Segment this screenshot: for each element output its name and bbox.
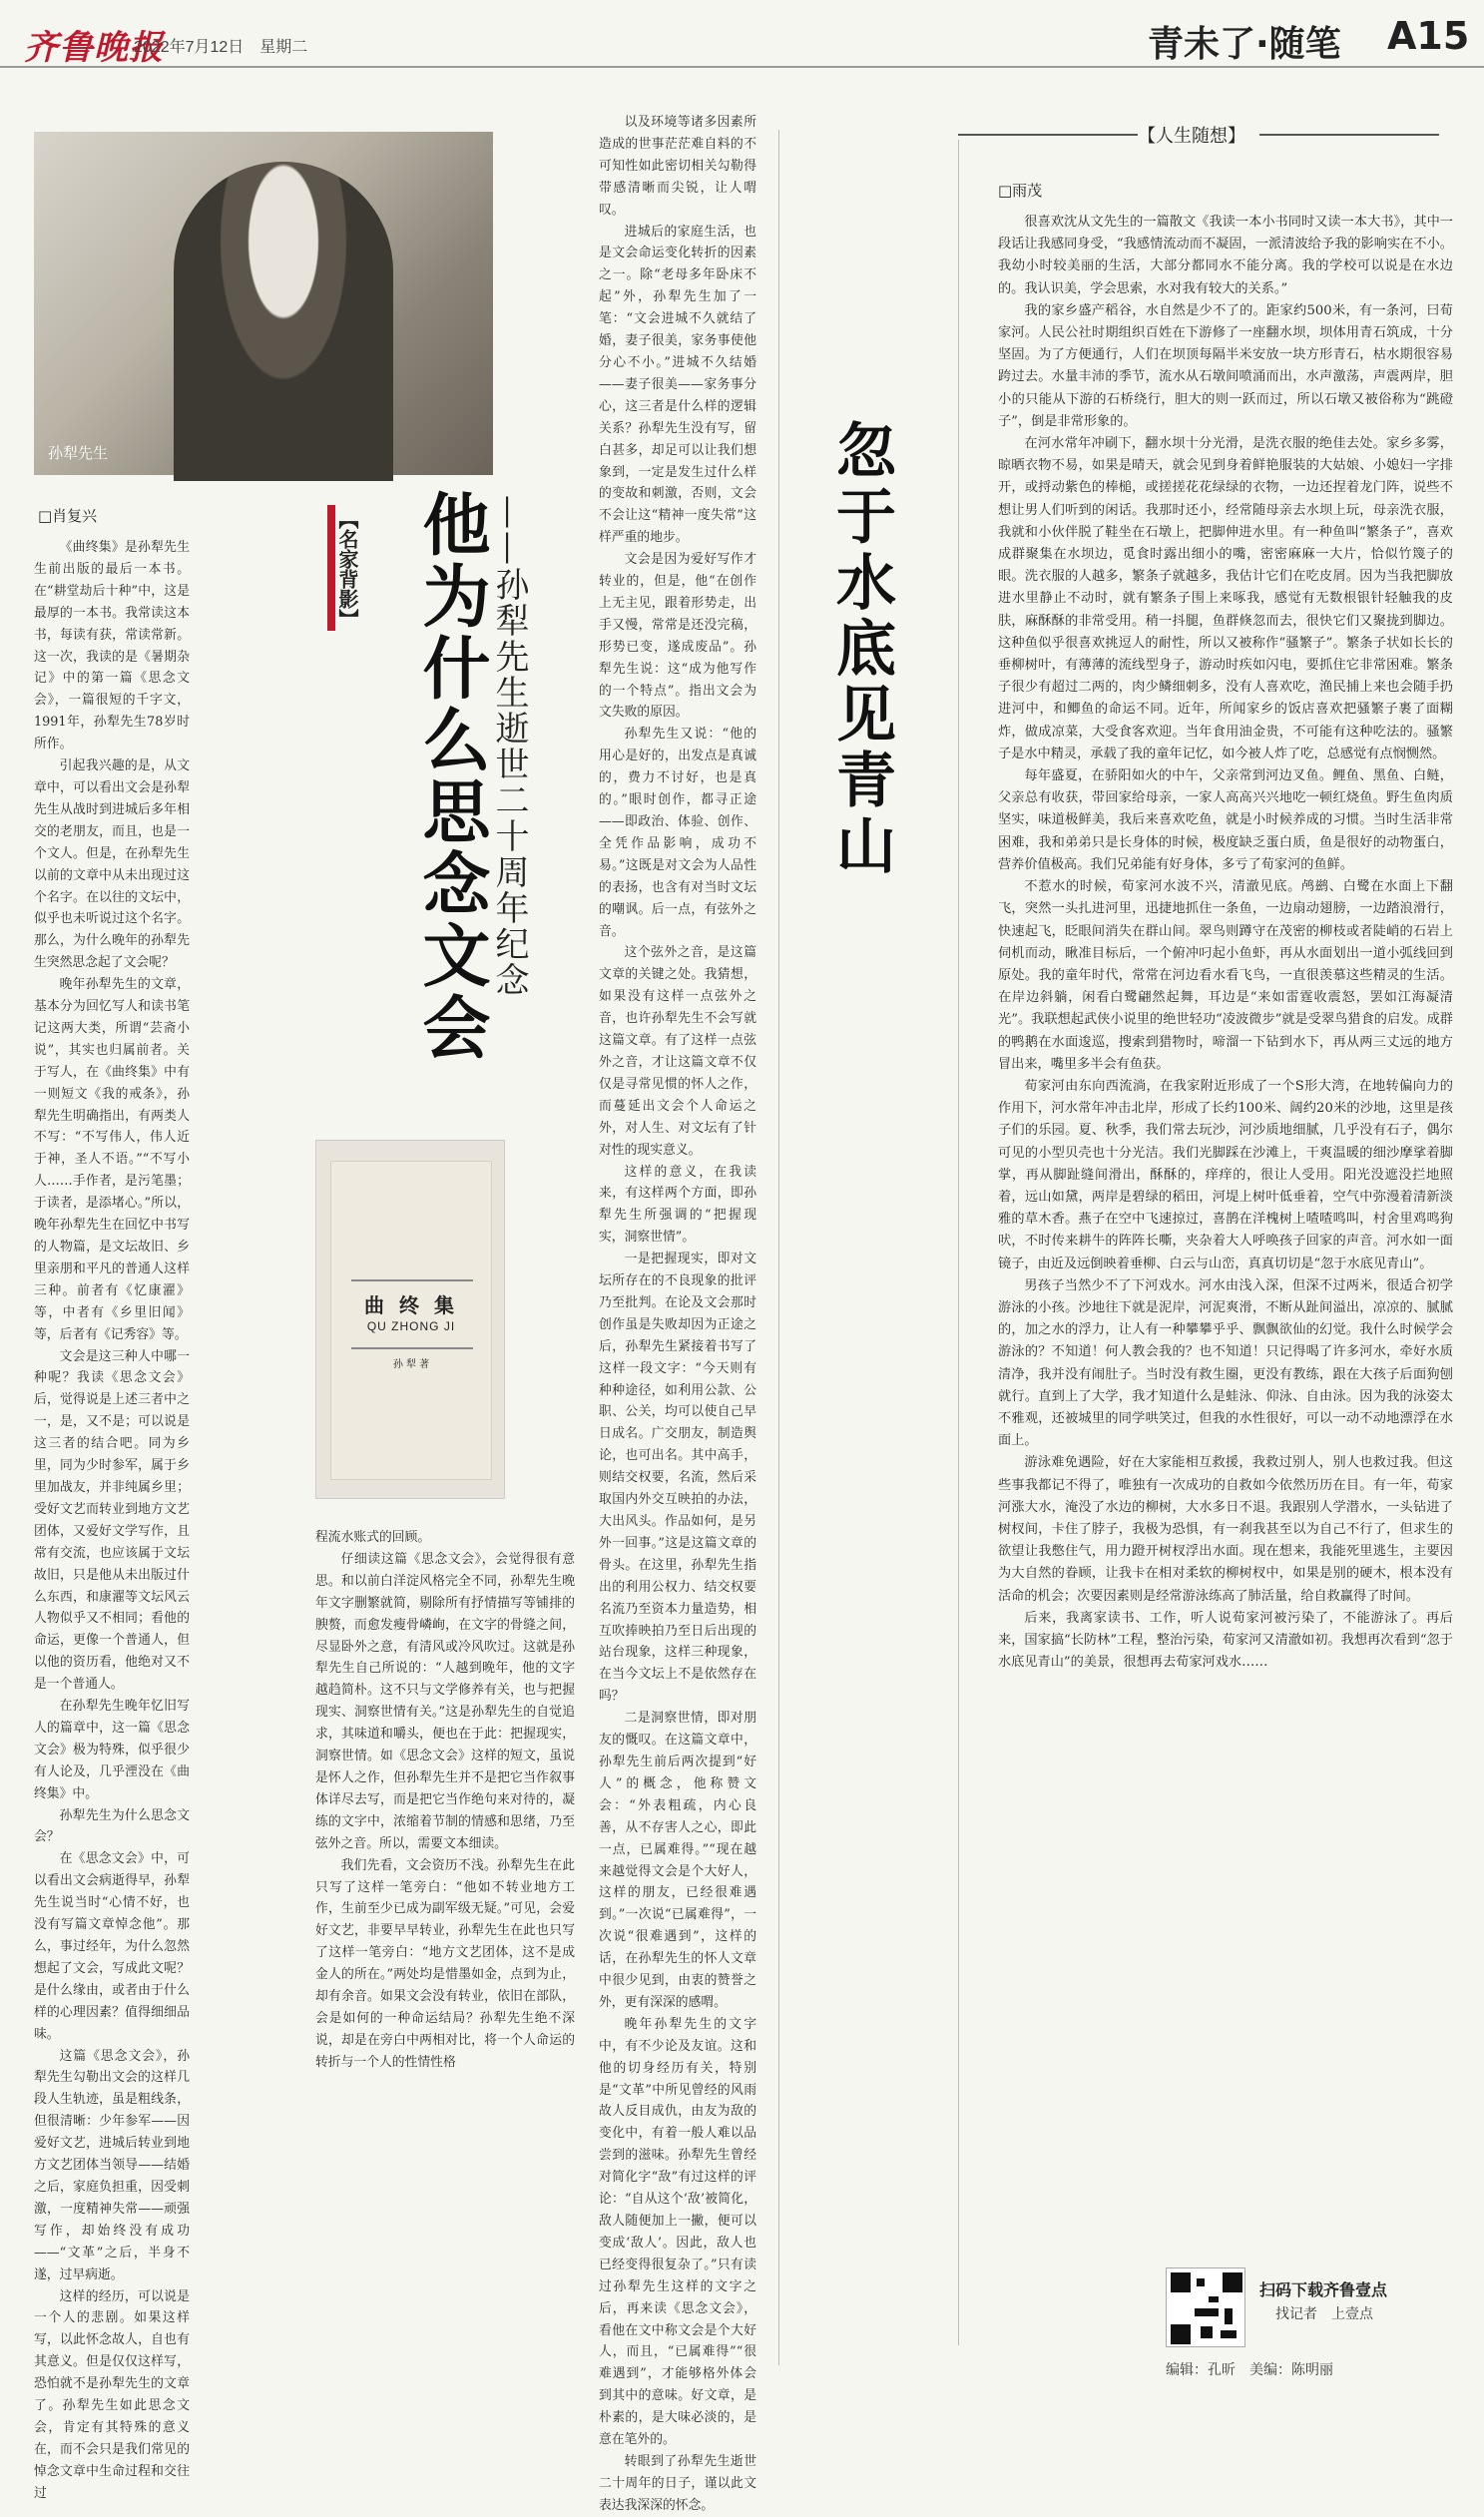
paragraph: 二是洞察世情，即对朋友的慨叹。在这篇文章中，孙犁先生前后两次提到“好人”的概念，他称赞文会：“外表粗疏，内心良善，从不存害人之心，即此一点，已属难得。”“现在越来越觉得文会是个大好人，这样的朋友，已经很难遇到。”一次说“已属难得”，一次说“很难遇到”，这样的话，在孙犁先生的怀人文章中很少见到，由衷的赞誉之外，更有深深的感喟。	[599, 1711, 756, 2010]
paragraph: 男孩子当然少不了下河戏水。河水由浅入深，但深不过两米，很适合初学游泳的小孩。沙地往下就是泥岸，河泥爽滑，不断从趾间溢出，凉凉的、腻腻的，加之水的浮力，让人有一种攀攀乎乎、飘飘欲仙的幻觉。我什么时候学会游泳的？不知道！何人教会我的？也不知道！只记得喝了许多河水，牵好水质清净，我并没有闹肚子。当时没有救生圈，更没有教练，跟在大孩子后面狗刨就行。直到上了大学，我才知道什么是蛙泳、仰泳、自由泳。因为我的泳姿太不雅观，还被城里的同学哄笑过，但我的水性很好，可以一动不动地漂浮在水面上。	[998, 1277, 1453, 1449]
paragraph: 在《思念文会》中，可以看出文会病逝得早，孙犁先生说当时“心情不好，也没有写篇文章悼念他”。那么，事过经年，为什么忽然想起了文会，写成此文呢？是什么缘由，或者由于什么样的心理因素？值得细细品味。	[34, 1851, 190, 2042]
paragraph: 孙犁先生为什么思念文会？	[34, 1807, 190, 1845]
issue-date: 2022年7月12日 星期二	[134, 39, 308, 56]
right-article-body	[998, 212, 1453, 2267]
paragraph: 我的家乡盛产稻谷，水自然是少不了的。距家约500米，有一条河，曰荀家河。人民公社时期组织百姓在下游修了一座翻水坝，坝体用青石筑成，十分坚固。为了方便通行，人们在坝顶每隔半米安放一块方形青石，枯水期很容易跨过去。水量丰沛的季节，流水从石墩间喷涌而出，水声激荡，声震两岸，胆小的只能从下游的石桥绕行，胆大的则一跃而过，所以石墩又被俗称为“跳磴子”，倒是非常形象的。	[998, 302, 1453, 429]
article-title: 他为什么思念文会	[411, 489, 491, 1064]
title-divider	[958, 140, 959, 2345]
book-title: 曲 终 集	[364, 1293, 458, 1317]
paragraph: 我们先看，文会资历不浅。孙犁先生在此只写了这样一笔旁白：“他如不转业地方工作，生前至少已成为副军级无疑。”可见，会爱好文艺，非要早早转业，孙犁先生在此也只写了这样一笔旁白：“地方文艺团体，这不是成金人的所在。”两处均是惜墨如金，点到为止，却有余音。如果文会没有转业，依旧在部队，会是如何的一种命运结局？孙犁先生绝不深说，却是在旁白中两相对比，将一个人命运的转折与一个人的性情性格	[315, 1857, 575, 2070]
section-title: 青未了·随笔	[1148, 24, 1341, 65]
paragraph: 孙犁先生又说：“他的用心是好的，出发点是真诚的，费力不讨好，也是真的。”眼时创作，都寻正途——即政治、体验、创作、全凭作品影响，成功不易。”这既是对文会为人品性的表扬，也含有对当时文坛的嘲讽。后一点，有弦外之音。	[599, 727, 756, 939]
paragraph: 在河水常年冲刷下，翻水坝十分光滑，是洗衣服的绝佳去处。家乡多雾，晾晒衣物不易，如果是晴天，就会见到身着鲜艳服装的大姑娘、小媳妇一字排开，或捋动紫色的棒槌，或搓搓花花绿绿的衣物，一边还捏着龙门阵，说些不想让男人们听到的闲话。我那时还小，经常随母亲去水坝上玩，母亲洗衣服，我就和小伙伴脱了鞋坐在石墩上，把脚伸进水里。有一种鱼叫“繁条子”，喜欢成群聚集在水坝边，觅食时露出细小的嘴，密密麻麻一大片，恰似竹篾子的眼。洗衣服的人越多，繁条子就越多，我估计它们在吃皮屑。因为当我把脚放进水里静止不动时，就有繁条子围上来啄我，感觉有无数根银针轻触我的皮肤，麻酥酥的非常受用。稍一抖腿，鱼群倏忽而去，很快它们又聚拢到脚边。这种鱼似乎很喜欢挑逗人的耐性，所以又被称作“骚繁子”。繁条子状如长长的垂柳树叶，有薄薄的流线型身子，游动时疾如闪电，要抓住它非常困难。繁条子很少有超过二两的，肉少鳞细刺多，没有人喜欢吃，渔民捕上来也会随手扔进河中，和鲫鱼的命运不同。近年，所闻家乡的饭店喜欢把骚繁子裹了面糊炸，做成凉菜，大受食客欢迎。当年食用油金贵，不可能有这种吃法的。骚繁子是水中精灵，承载了我的童年记忆，如今被人炸了吃，总感觉有点悯恻然。	[998, 436, 1453, 761]
paragraph: 游泳难免遇险，好在大家能相互救援，我救过别人，别人也救过我。但这些事我都记不得了，唯独有一次成功的自救如今依然历历在目。有一年，荀家河涨大水，淹没了水边的柳树，大水多日不退。我跟别人学潜水，一头钻进了树杈间，卡住了脖子，我极为恐惧，有一刹我甚至以为自己不行了，但求生的欲望让我憋住气，用力蹬开树杈浮出水面。现在想来，我能死里逃生，主要因为大自然的眷顾，让我卡在相对柔软的柳树杈中，如果是别的硬木，根本没有活命的机会；次要因素则是经常游泳练高了肺活量，给自救赢得了时间。	[998, 1455, 1453, 1604]
right-column-tag: 【人生随想】	[1138, 126, 1245, 147]
paragraph: 晚年孙犁先生的文字中，有不少论及友谊。这和他的切身经历有关，特别是“文革”中所见曾经的风雨故人反目成仇，由友为敌的变化中，有着一般人难以品尝到的滋味。孙犁先生曾经对简化字“敌”有过这样的评论：“自从这个‘敌’被简化，敌人随便加上一撇，便可以变成‘敌人’。因此，敌人也已经变得很复杂了。”只有读过孙犁先生这样的文字之后，再来读《思念文会》，看他在文中称文会是个大好人，而且，“已属难得”“很难遇到”，才能够格外体会到其中的意味。好文章，是朴素的，是大味必淡的，是意在笔外的。	[599, 2016, 756, 2448]
paragraph: 以及环境等诸多因素所造成的世事茫茫难自料的不可知性如此密切相关勾勒得带感清晰而尖锐，让人喟叹。	[599, 115, 756, 218]
left-article-col3	[599, 112, 756, 2513]
paragraph: 在孙犁先生晚年忆旧写人的篇章中，这一篇《思念文会》极为特殊，似乎很少有人论及，几乎湮没在《曲终集》中。	[34, 1699, 190, 1801]
page-header	[0, 0, 1484, 68]
paragraph: 这篇《思念文会》，孙犁先生勾勒出文会的这样几段人生轨迹，虽是粗线条，但很清晰：少年参军——因爱好文艺，进城后转业到地方文艺团体当领导——结婚之后，家庭负担重，因受刺激，一度精神失常——顽强写作，却始终没有成功——“文革”之后，半身不遂，过早病逝。	[34, 2048, 190, 2282]
paragraph: 晚年孙犁先生的文章，基本分为回忆写人和读书笔记这两大类，所谓“芸斋小说”，其实也归属前者。关于写人，在《曲终集》中有一则短文《我的戒条》，孙犁先生明确指出，有两类人不写：“不写伟人，伟人近于神，圣人不语。”“不写小人……手作者，是污笔墨；于读者，是添堵心。”所以，晚年孙犁先生在回忆中书写的人物篇，是文坛故旧、乡里亲朋和平凡的普通人这样三种。前者有《忆康濯》等，中者有《乡里旧闻》等，后者有《记秀容》等。	[34, 977, 190, 1342]
qr-subcaption: 找记者 上壹点	[1275, 2305, 1373, 2321]
paragraph: 文会是这三种人中哪一种呢？我读《思念文会》后，觉得说是上述三者中之一，是，又不是；可以说是这三者的结合吧。同为乡里，同为少时参军，属于乡里加战友，并非纯属乡里；受好文艺而转业到地方文艺团体，又爱好文学写作，且常有交流，也应该属于文坛故旧，只是他从未出版过什么东西，和康濯等文坛风云人物似乎又不相同；看他的命运，更像一个普通人，但以他的资历看，他绝对又不是一个普通人。	[34, 1348, 190, 1693]
article-subtitle: ——孙犁先生逝世二十周年纪念	[489, 495, 529, 998]
left-article-col1	[34, 537, 190, 2501]
qr-code[interactable]	[1166, 2267, 1245, 2347]
paragraph: 这个弦外之音，是这篇文章的关键之处。我猜想，如果没有这样一点弦外之音，也许孙犁先生不会写就这篇文章。有了这样一点弦外之音，才让这篇文章不仅仅是寻常见惯的怀人之作，而蔓延出文会个人命运之外，对人生、对文坛有了针对性的现实意义。	[599, 945, 756, 1158]
paragraph: 转眼到了孙犁先生逝世二十周年的日子，谨以此文表达我深深的怀念。	[599, 2453, 756, 2513]
paragraph: 很喜欢沈从文先生的一篇散文《我读一本小书同时又读一本大书》，其中一段话让我感同身受，“我感情流动而不凝固，一派清波给予我的影响实在不小。我幼小时较美丽的生活，大部分都同水不能分离。我的学校可以说是在水边的。我认识美，学会思索，水对我有较大的关系。”	[998, 215, 1453, 296]
paragraph: 仔细读这篇《思念文会》，会觉得很有意思。和以前白洋淀风格完全不同，孙犁先生晚年文字删繁就简，剔除所有抒情描写等铺排的腴赘，而愈发瘦骨嶙峋，在文字的骨缝之间，尽显卧外之意，有清风或冷风吹过。这就是孙犁先生自己所说的：“人越到晚年，他的文字越趋简朴。这不只与文学修养有关，也与把握现实、洞察世情有关。”这是孙犁先生的自觉追求，其味道和嚼头，便也在于此：把握现实，洞察世情。如《思念文会》这样的短文，虽说是怀人之作，但孙犁先生并不是把它当作叙事体详尽去写，而是把它当作绝句来对待的，凝练的文字中，浓缩着节制的情感和思绪，乃至弦外之音。所以，需要文本细读。	[315, 1551, 575, 1851]
newspaper-logo: 齐鲁晚报	[24, 28, 164, 68]
paragraph: 荀家河由东向西流淌，在我家附近形成了一个S形大湾，在地转偏向力的作用下，河水常年冲击北岸，形成了长约100米、阔约20米的沙地，这里是孩子们的乐园。夏、秋季，我们常去玩沙，河沙质地细腻，几乎没有石子，偶尔可见的小型贝壳也十分光洁。我们光脚踩在沙滩上，干爽温暖的细沙摩挲着脚掌，再从脚趾缝间滑出，酥酥的，痒痒的，很让人受用。阳光没遮没拦地照着，远山如黛，两岸是碧绿的稻田，河堤上树叶低垂着，空气中弥漫着清新淡雅的草木香。燕子在空中飞速掠过，喜鹊在洋槐树上喳喳鸣叫，村舍里鸡鸣狗吠，不时传来耕牛的阵阵长嘶，夹杂着大人呼唤孩子回家的声音。河水如一面镜子，由近及远倒映着垂柳、白云与山峦，真真切切是“忽于水底见青山”。	[998, 1078, 1453, 1271]
paragraph: 程流水账式的回顾。	[315, 1530, 431, 1545]
paragraph: 不惹水的时候，荀家河水波不兴，清澈见底。鸬鹚、白鹭在水面上下翻飞，突然一头扎进河里，迅捷地抓住一条鱼，一边扇动翅膀，一边踏浪滑行，快速起飞，眨眼间消失在群山间。翠鸟则蹲守在茂密的柳枝或者陡峭的石岩上伺机而动，瞅准目标后，一个俯冲叼起小鱼虾，再从水面划出一道小弧线回到原处。我的童年时代，常常在河边看水看飞鸟，一直很羡慕这些精灵的生活。在岸边斜躺，闲看白鹭翩然起舞，耳边是“来如雷霆收震怒，罢如江海凝清光”。我联想起武侠小说里的绝世轻功“凌波微步”就是受翠鸟猎食的启发。成群的鸭鹅在水面逡巡，搜索到猎物时，啼溜一下钻到水下，再从两三丈远的地方冒出来，嘴里多半会有鱼获。	[998, 879, 1453, 1072]
left-byline: □肖复兴	[38, 507, 98, 525]
paragraph: 文会是因为爱好写作才转业的，但是，他“在创作上无主见，跟着形势走，出手又慢，常常是还没完稿，形势已变，遂成废品”。孙犁先生说：这“成为他写作的一个特点”。指出文会为文失败的原因。	[599, 552, 756, 721]
paragraph: 进城后的家庭生活，也是文会命运变化转折的因素之一。除“老母多年卧床不起”外，孙犁先生加了一笔：“文会进城不久就结了婚，妻子很美，家务事使他分心不小。”进城不久结婚——妻子很美——家务事分心，这三者是什么样的逻辑关系？孙犁先生没有写，留白甚多，却足可以让我们想象到，一定是发生过什么样的变故和刺激，否则，文会不会让这“精神一度失常”这样严重的地步。	[599, 224, 756, 546]
left-article-col2a	[315, 1527, 575, 2363]
cover-rule	[351, 1347, 473, 1349]
cover-rule	[351, 1279, 473, 1281]
paragraph: 后来，我离家读书、工作，听人说荀家河被污染了，不能游泳了。再后来，国家搞“长防林”工程，整治污染，荀家河又清澈如初。我想再次看到“忽于水底见青山”的美景，很想再去荀家河戏水……	[998, 1610, 1453, 1671]
book-pinyin: QU ZHONG JI	[366, 1319, 456, 1333]
paragraph: 这样的经历，可以说是一个人的悲剧。如果这样写，以此怀念故人，自也有其意义。但是仅仅这样写，恐怕就不是孙犁先生的文章了。孙犁先生如此思念文会，肯定有其特殊的意义在，而不会只是我们常见的悼念文章中生命过程和交往过	[34, 2288, 190, 2501]
paragraph: 一是把握现实，即对文坛所存在的不良现象的批评乃至批判。在论及文会那时创作虽是失败却因为正途之后，孙犁先生紧接着书写了这样一段文字：“今天则有种种途径，如利用公款、公职、公关，均可以使自己早日成名。广交朋友，制造舆论，也可出名。其中高手，则结交权要，名流，然后采取国内外交互映拍的办法，大出风头。作品如何，是另外一回事。”这是这篇文章的骨头。在这里，孙犁先生指出的利用公权力、结交权要名流乃至资本力量造势，相互吹捧映拍乃至日后出现的站台现象，这样三种现象，在当今文坛上不是依然存在吗？	[599, 1252, 756, 1705]
paragraph: 《曲终集》是孙犁先生生前出版的最后一本书。在“耕堂劫后十种”中，这是最厚的一本书。我常读这本书，每读有获，常读常新。这一次，我读的是《暑期杂记》中的第一篇《思念文会》，一篇很短的千字文，1991年，孙犁先生78岁时所作。	[34, 540, 190, 753]
right-byline: □雨茂	[998, 182, 1043, 200]
qr-caption: 扫码下载齐鲁壹点	[1259, 2280, 1388, 2299]
editor-credits: 编辑：孔昕 美编：陈明丽	[1166, 2361, 1333, 2377]
book-author: 孙 犁 著	[392, 1359, 430, 1370]
paragraph: 这样的意义，在我读来，有这样两个方面，即孙犁先生所强调的“把握现实，洞察世情”。	[599, 1164, 756, 1246]
book-cover-panel	[330, 1161, 492, 1480]
right-article-title: 忽于水底见青山	[826, 419, 896, 880]
tag-rule	[1259, 134, 1439, 136]
book-cover-image	[315, 1140, 505, 1499]
paragraph: 引起我兴趣的是，从文章中，可以看出文会是孙犁先生从战时到进城后多年相交的老朋友，而且，也是一个文人。但是，在孙犁先生以前的文章中从未出现过这个名字。在以往的文坛中，似乎也未听说过这个名字。那么，为什么晚年的孙犁先生突然思念起了文会呢？	[34, 758, 190, 971]
portrait-figure	[174, 162, 393, 481]
paragraph: 每年盛夏，在骄阳如火的中午，父亲常到河边叉鱼。鲤鱼、黑鱼、白鲢，父亲总有收获，带回家给母亲，一家人高高兴兴地吃一顿红烧鱼。野生鱼肉质坚实，味道极鲜美，我后来喜欢吃鱼，就是小时候养成的习惯。当时生活非常困难，我和弟弟只是长身体的时候，极度缺乏蛋白质，鱼是很好的动物蛋白，营养价值极高。我们兄弟能有好身体，多亏了荀家河的鱼鲜。	[998, 768, 1453, 872]
page-number: A15	[1387, 14, 1470, 58]
column-tag: 【名家背影】	[335, 509, 359, 629]
photo-caption: 孙犁先生	[48, 445, 109, 462]
author-photo	[34, 132, 493, 475]
tag-rule	[958, 134, 1138, 136]
article-divider	[778, 130, 779, 2365]
